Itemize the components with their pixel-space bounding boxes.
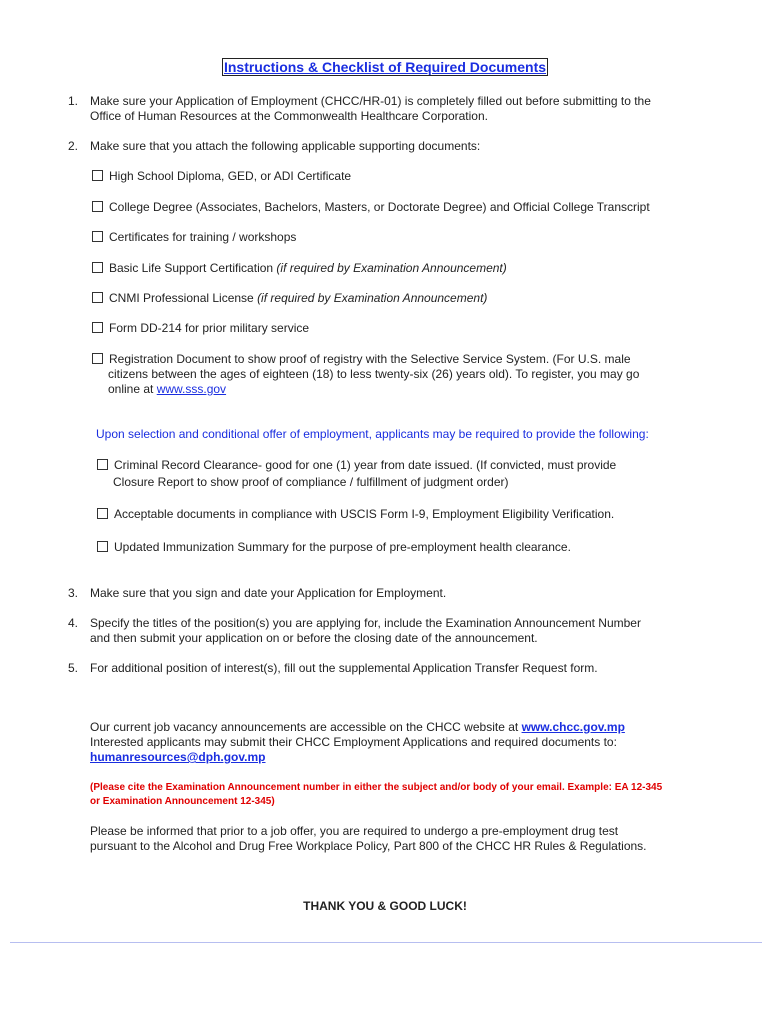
step-5-text: For additional position of interest(s), fill out the supplemental Application Transfer Request form.	[90, 661, 598, 675]
conditional-item: Updated Immunization Summary for the purpose of pre-employment health clearance.	[97, 540, 571, 555]
step-5-number: 5.	[68, 661, 79, 675]
conditional-heading: Upon selection and conditional offer of employment, applicants may be required to provide the following:	[96, 427, 649, 441]
checklist-item: Registration Document to show proof of registry with the Selective Service System. (For U.S. male	[92, 352, 631, 367]
hr-email-link[interactable]: humanresources@dph.gov.mp	[90, 750, 266, 764]
step-1-text: Make sure your Application of Employment (CHCC/HR-01) is completely filled out before submitting to the Office of Human Resources at the Commonwealth Healthcare Corporation.	[90, 94, 651, 123]
vacancy-line: Our current job vacancy announcements are accessible on the CHCC website at www.chcc.gov.mp	[90, 720, 625, 734]
chcc-website-link[interactable]: www.chcc.gov.mp	[521, 720, 625, 734]
checklist-item: Certificates for training / workshops	[92, 230, 296, 245]
checklist-item: College Degree (Associates, Bachelors, Masters, or Doctorate Degree) and Official College Transcript	[92, 200, 650, 215]
checkbox-icon[interactable]	[92, 231, 103, 242]
checklist-item-continuation: citizens between the ages of eighteen (18) to less twenty-six (26) years old). To register, you may go	[108, 367, 640, 381]
checklist-item: CNMI Professional License (if required by Examination Announcement)	[92, 291, 487, 306]
checkbox-icon[interactable]	[97, 508, 108, 519]
checkbox-icon[interactable]	[92, 262, 103, 273]
checkbox-icon[interactable]	[92, 292, 103, 303]
page-title: Instructions & Checklist of Required Documents	[223, 59, 547, 75]
checkbox-icon[interactable]	[92, 170, 103, 181]
sss-link[interactable]: www.sss.gov	[156, 382, 227, 396]
step-3-text: Make sure that you sign and date your Application for Employment.	[90, 586, 447, 600]
checkbox-icon[interactable]	[92, 201, 103, 212]
checklist-item: Form DD-214 for prior military service	[92, 321, 309, 336]
step-3-number: 3.	[68, 586, 79, 600]
vacancy-line: Interested applicants may submit their CHCC Employment Applications and required documents to:	[90, 735, 617, 749]
step-2-number: 2.	[68, 139, 79, 153]
email-note: (Please cite the Examination Announcement number in either the subject and/or body of your email. Example: EA 12-345 or Examination Announcement 12-345)	[90, 782, 663, 807]
checklist-item: High School Diploma, GED, or ADI Certificate	[92, 169, 351, 184]
checkbox-icon[interactable]	[92, 353, 103, 364]
checklist-item-continuation: online at www.sss.gov	[108, 382, 227, 396]
step-1-number: 1.	[68, 94, 79, 108]
checkbox-icon[interactable]	[97, 541, 108, 552]
step-4-text: Specify the titles of the position(s) you are applying for, include the Examination Announcement Number and then submit your application on or before the closing date of the announcement.	[90, 616, 641, 645]
step-4-number: 4.	[68, 616, 79, 630]
drug-test-notice: Please be informed that prior to a job offer, you are required to undergo a pre-employment drug test pursuant to the Alcohol and Drug Free Workplace Policy, Part 800 of the CHCC HR Rules & Regulations.	[90, 824, 647, 853]
conditional-item-continuation: Closure Report to show proof of compliance / fulfillment of judgment order)	[113, 475, 509, 489]
checkbox-icon[interactable]	[92, 322, 103, 333]
conditional-item: Acceptable documents in compliance with USCIS Form I-9, Employment Eligibility Verification.	[97, 507, 614, 522]
step-2-text: Make sure that you attach the following applicable supporting documents:	[90, 139, 481, 153]
checkbox-icon[interactable]	[97, 459, 108, 470]
conditional-item: Criminal Record Clearance- good for one (1) year from date issued. (If convicted, must provide	[97, 457, 616, 474]
vacancy-line	[90, 750, 266, 765]
checklist-item: Basic Life Support Certification (if required by Examination Announcement)	[92, 261, 507, 276]
divider	[10, 942, 762, 943]
closing-message: THANK YOU & GOOD LUCK!	[303, 899, 467, 913]
